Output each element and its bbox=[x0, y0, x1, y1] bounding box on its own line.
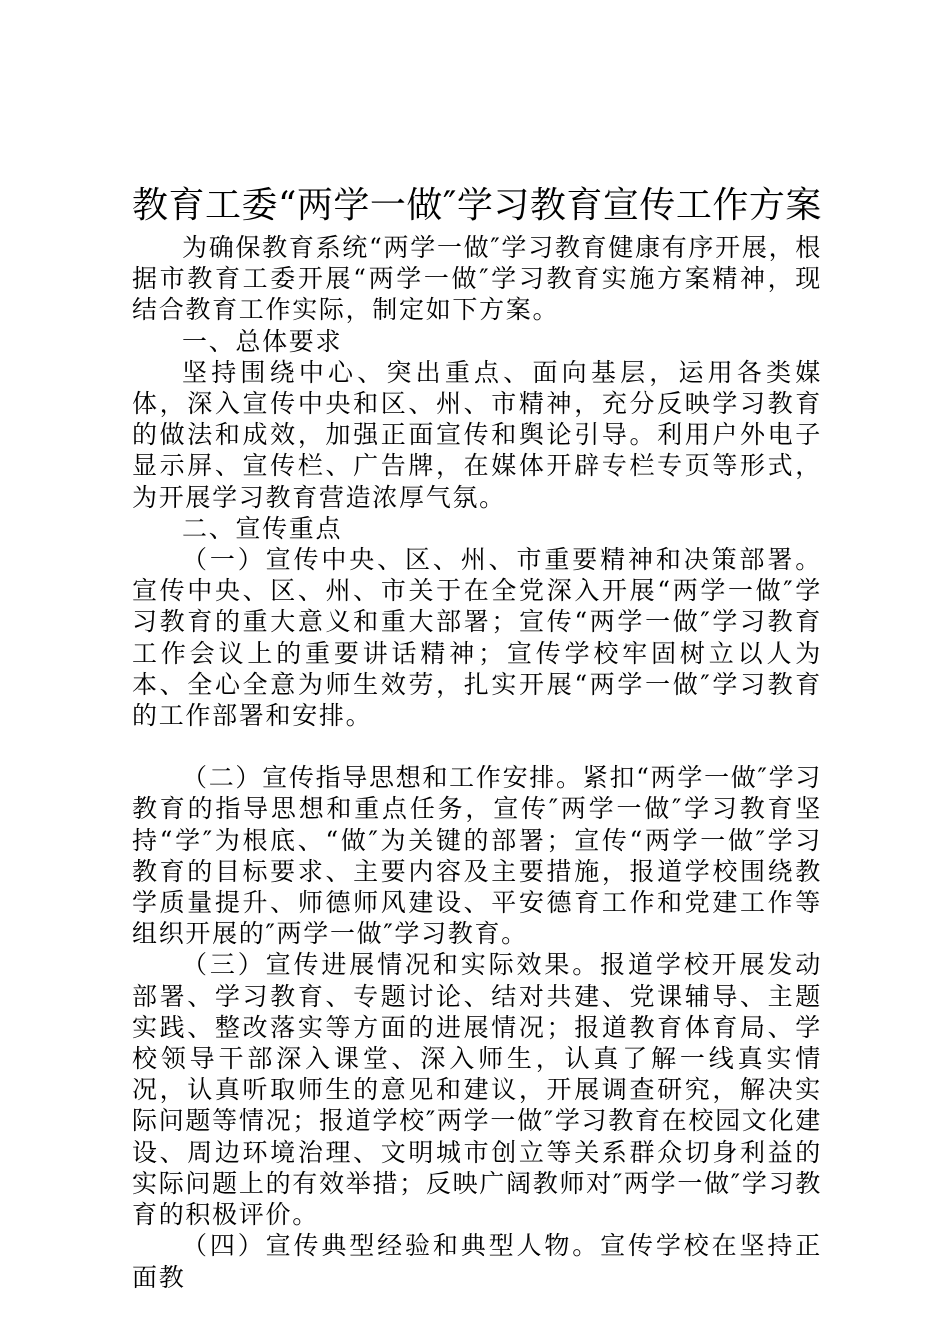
paragraph-focus-1: （一）宣传中央、区、州、市重要精神和决策部署。宣传中央、区、州、市关于在全党深入开展“两学一做″学习教育的重大意义和重大部署；宣传“两学一做″学习教育工作会议上的重要讲话精神；宣传学校牢固树立以人为本、全心全意为师生效劳，扎实开展“两学一做″学习教育的工作部署和安排。 bbox=[132, 545, 822, 731]
paragraph-focus-4: （四）宣传典型经验和典型人物。宣传学校在坚持正面教 bbox=[132, 1231, 822, 1292]
paragraph-intro: 为确保教育系统“两学一做″学习教育健康有序开展，根据市教育工委开展“两学一做″学习教育实施方案精神，现结合教育工作实际，制定如下方案。 bbox=[132, 233, 822, 325]
document-body bbox=[132, 232, 822, 1293]
section-heading-publicity-focus: 二、宣传重点 bbox=[182, 513, 343, 543]
section-heading-general-requirements: 一、总体要求 bbox=[182, 326, 343, 356]
document-title: 教育工委“两学一做″学习教育宣传工作方案 bbox=[132, 185, 822, 226]
paragraph-general-requirements: 坚持围绕中心、突出重点、面向基层，运用各类媒体，深入宣传中央和区、州、市精神，充分反映学习教育的做法和成效，加强正面宣传和舆论引导。利用户外电子显示屏、宣传栏、广告牌，在媒体开辟专栏专页等形式，为开展学习教育营造浓厚气氛。 bbox=[132, 357, 822, 512]
paragraph-focus-2: （二）宣传指导思想和工作安排。紧扣“两学一做″学习教育的指导思想和重点任务，宣传″两学一做″学习教育坚持“学″为根底、“做″为关键的部署；宣传“两学一做″学习教育的目标要求、主要内容及主要措施，报道学校围绕教学质量提升、师德师风建设、平安德育工作和党建工作等组织开展的″两学一做″学习教育。 bbox=[132, 763, 822, 949]
paragraph-focus-3: （三）宣传进展情况和实际效果。报道学校开展发动部署、学习教育、专题讨论、结对共建、党课辅导、主题实践、整改落实等方面的进展情况；报道教育体育局、学校领导干部深入课堂、深入师生，认真了解一线真实情况，认真听取师生的意见和建议，开展调查研究，解决实际问题等情况；报道学校″两学一做″学习教育在校园文化建设、周边环境治理、文明城市创立等关系群众切身利益的实际问题上的有效举措；反映广阔教师对″两学一做″学习教育的积极评价。 bbox=[132, 950, 822, 1230]
